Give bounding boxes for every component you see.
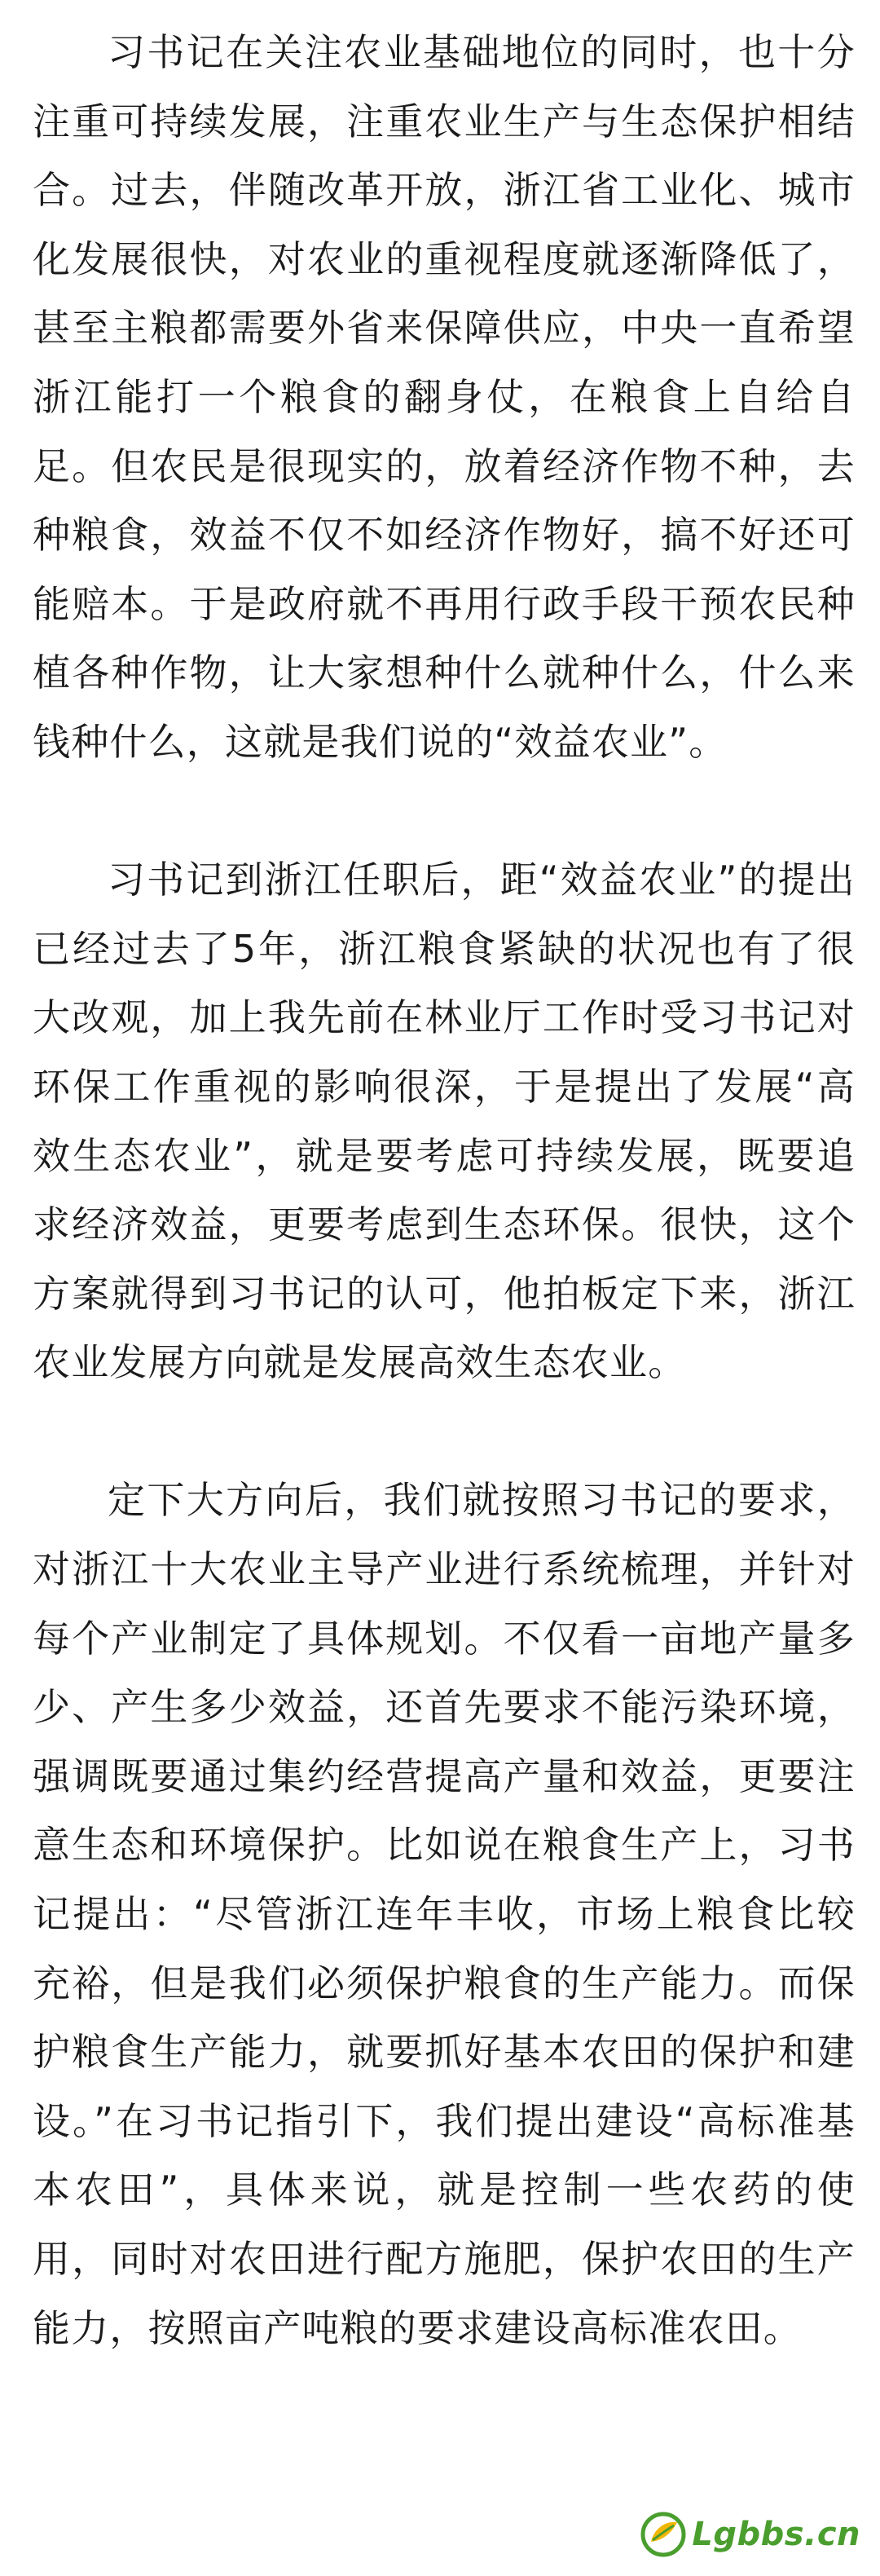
leaf-logo-icon [640,2511,687,2558]
article-body [33,18,856,2362]
paragraph-1: 习书记在关注农业基础地位的同时，也十分注重可持续发展，注重农业生产与生态保护相结合。过去，伴随改革开放，浙江省工业化、城市化发展很快，对农业的重视程度就逐渐降低了，甚至主粮都需要外省来保障供应，中央一直希望浙江能打一个粮食的翻身仗，在粮食上自给自足。但农民是很现实的，放着经济作物不种，去种粮食，效益不仅不如经济作物好，搞不好还可能赔本。于是政府就不再用行政手段干预农民种植各种作物，让大家想种什么就种什么，什么来钱种什么，这就是我们说的“效益农业”。 [33,30,856,764]
paragraph-3: 定下大方向后，我们就按照习书记的要求，对浙江十大农业主导产业进行系统梳理，并针对每个产业制定了具体规划。不仅看一亩地产量多少、产生多少效益，还首先要求不能污染环境，强调既要通过集约经营提高产量和效益，更要注意生态和环境保护。比如说在粮食生产上，习书记提出：“尽管浙江连年丰收，市场上粮食比较充裕，但是我们必须保护粮食的生产能力。而保护粮食生产能力，就要抓好基本农田的保护和建设。”在习书记指引下，我们提出建设“高标准基本农田”，具体来说，就是控制一些农药的使用，同时对农田进行配方施肥，保护农田的生产能力，按照亩产吨粮的要求建设高标准农田。 [33,1478,856,2350]
watermark-text: Lgbbs.cn [692,2516,860,2553]
paragraph-2: 习书记到浙江任职后，距“效益农业”的提出已经过去了5年，浙江粮食紧缺的状况也有了很大改观，加上我先前在林业厅工作时受习书记对环保工作重视的影响很深，于是提出了发展“高效生态农业”，就是要考虑可持续发展，既要追求经济效益，更要考虑到生态环保。很快，这个方案就得到习书记的认可，他拍板定下来，浙江农业发展方向就是发展高效生态农业。 [33,858,856,1385]
site-watermark [640,2511,860,2558]
